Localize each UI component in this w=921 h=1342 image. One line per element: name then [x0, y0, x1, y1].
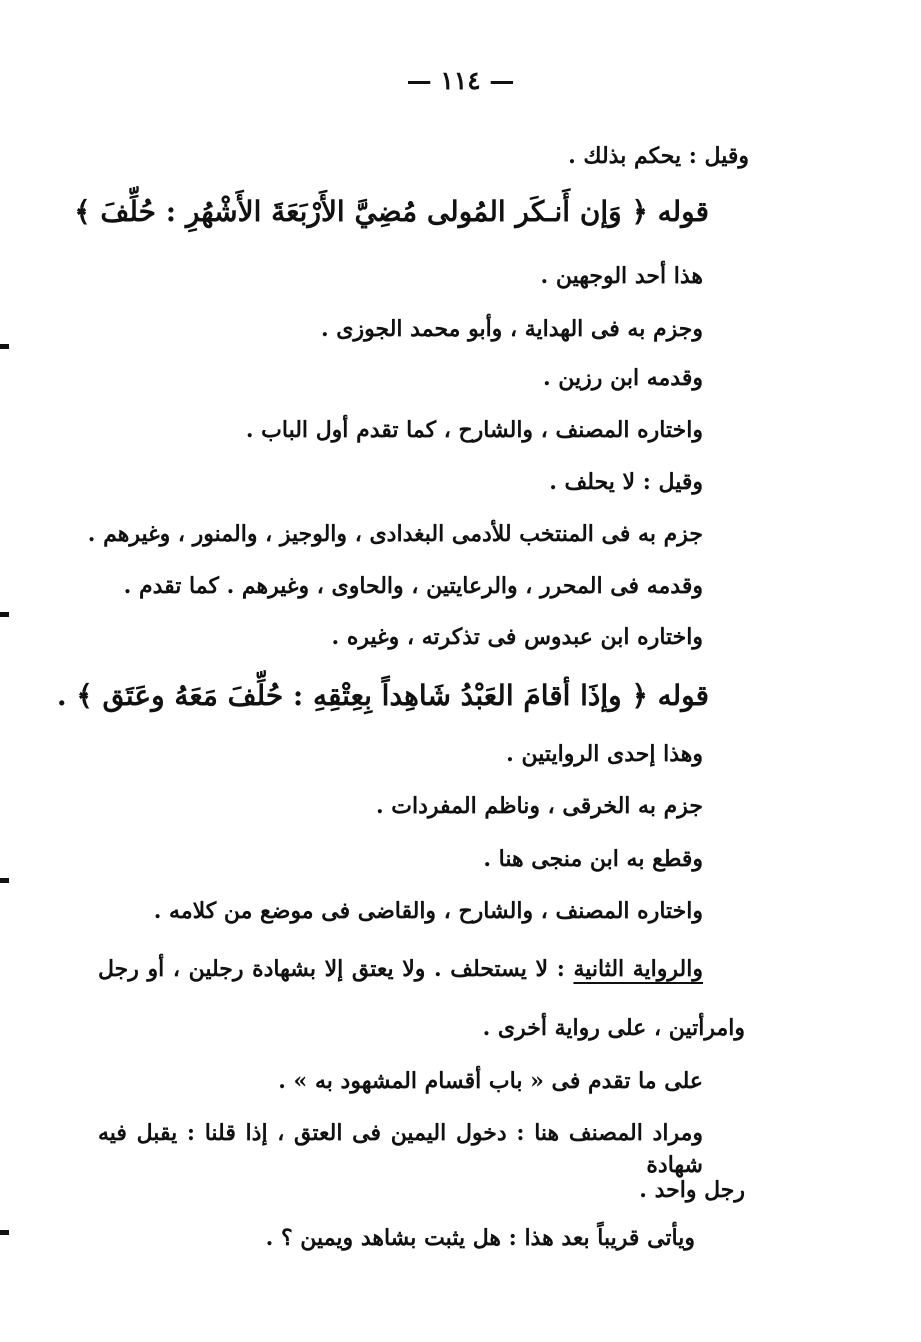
- margin-mark: [0, 612, 9, 617]
- heading-line: قوله ﴿ وَإن أَنـكَر المُولى مُضِيَّ الأَرْبَعَةَ الأَشْهُرِ : حُلِّفَ ﴾: [74, 195, 709, 228]
- margin-mark: [0, 344, 9, 349]
- margin-mark: [0, 878, 9, 883]
- text-line: وقطع به ابن منجى هنا .: [483, 846, 703, 872]
- text-line: وامرأتين ، على رواية أخرى .: [482, 1015, 745, 1041]
- text-line: واختاره المصنف ، والشارح ، كما تقدم أول الباب .: [245, 417, 703, 443]
- text-line: رجل واحد .: [639, 1177, 745, 1203]
- text-line: وجزم به فى الهداية ، وأبو محمد الجوزى .: [320, 316, 703, 342]
- text-line: على ما تقدم فى « باب أقسام المشهود به » .: [278, 1068, 703, 1094]
- text-line: وقيل : يحكم بذلك .: [568, 143, 749, 169]
- text-line: ومراد المصنف هنا : دخول اليمين فى العتق ، إذا قلنا : يقبل فيه شهادة: [98, 1120, 703, 1178]
- page-number: — ١١٤ —: [406, 66, 515, 95]
- text-line: وهذا إحدى الروايتين .: [506, 741, 703, 767]
- text-line: وقدمه فى المحرر ، والرعايتين ، والحاوى ، وغيرهم . كما تقدم .: [123, 573, 703, 599]
- text-line: جزم به الخرقى ، وناظم المفردات .: [375, 793, 703, 819]
- text-line: جزم به فى المنتخب للأدمى البغدادى ، والوجيز ، والمنور ، وغيرهم .: [87, 521, 703, 547]
- text-line: واختاره المصنف ، والشارح ، والقاضى فى موضع من كلامه .: [153, 898, 703, 924]
- text-line: ويأتى قريباً بعد هذا : هل يثبت بشاهد ويمين ؟ .: [265, 1225, 695, 1251]
- text-line: وقيل : لا يحلف .: [549, 469, 703, 495]
- text-span: : لا يستحلف . ولا يعتق إلا بشهادة رجلين ، أو رجل: [98, 956, 574, 982]
- margin-mark: [0, 1230, 9, 1235]
- heading-line: قوله ﴿ وإذَا أقامَ العَبْدُ شَاهِداً بِعِتْقِهِ : حُلِّفَ مَعَهُ وعَتَق ﴾ .: [56, 679, 709, 712]
- text-line: وقدمه ابن رزين .: [542, 365, 703, 391]
- text-line: واختاره ابن عبدوس فى تذكرته ، وغيره .: [331, 624, 703, 650]
- text-line: [98, 953, 703, 985]
- second-narration-label: والرواية الثانية: [573, 956, 703, 982]
- text-line: هذا أحد الوجهين .: [540, 263, 703, 289]
